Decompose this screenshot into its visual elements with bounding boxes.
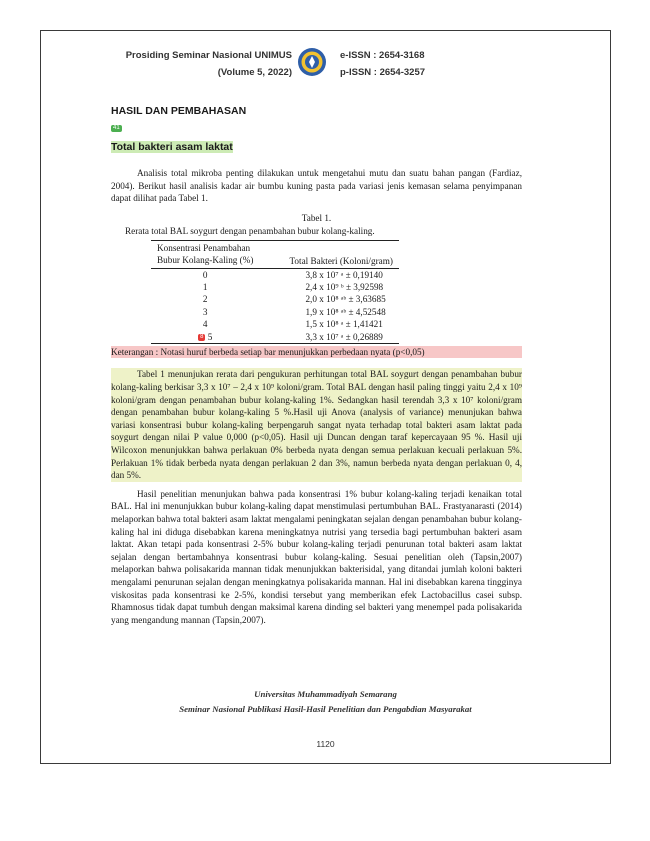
p-issn: p-ISSN : 2654-3257 bbox=[340, 67, 426, 78]
page-footer bbox=[41, 687, 610, 717]
column-header-concentration: Konsentrasi Penambahan bbox=[157, 242, 251, 253]
bal-table bbox=[151, 240, 399, 344]
table-caption: Tabel 1. bbox=[301, 212, 332, 223]
university-name: Universitas Muhammadiyah Semarang bbox=[254, 689, 397, 699]
page-number: 1120 bbox=[316, 739, 335, 749]
proceedings-volume: (Volume 5, 2022) bbox=[217, 67, 292, 78]
seminar-name: Seminar Nasional Publikasi Hasil-Hasil Penelitian dan Pengabdian Masyarakat bbox=[179, 704, 472, 714]
table-row: 4 1,5 x 10⁸ ᵃ ± 1,41421 bbox=[202, 319, 383, 330]
proceedings-title: Prosiding Seminar Nasional UNIMUS bbox=[125, 50, 292, 61]
table-row: 2 2,0 x 10⁸ ᵃᵇ ± 3,63685 bbox=[202, 294, 386, 305]
table-row: 1 2,4 x 10⁹ ᵇ ± 3,92598 bbox=[202, 282, 384, 292]
annotation-tag: 41 bbox=[113, 124, 120, 131]
e-issn: e-ISSN : 2654-3168 bbox=[340, 50, 425, 61]
paragraph-discussion: Hasil penelitian menunjukan bahwa pada konsentrasi 1% bubur kolang-kaling terjadi kenaikan total BAL. Hal ini menunjukkan bubur kolang-kaling dapat menstimulasi pertumbuhan BAL. Frastyanarasti (2014) melaporkan bahwa total bakteri asam laktat mengalami peningkatan sejalan dengan penambahan bubur kolang-kaling hal ini diduga disebabkan karena meningkatnya nutrisi yang tersedia bagi pertumbuhan bakteri asam laktat. Akan tetapi pada konsentrasi 2-5% bubur kolang-kaling terjadi penurunan total bakteri asam laktat sejalan dengan bertambahnya konsentrasi bubur kolang-kaling. Sesuai penelitian oleh (Tapsin,2007) melaporkan bahwa polisakarida mannan tidak menunjukkan bakterisidal, yang ditandai jumlah koloni bakteri mengalami penurunan sejalan dengan meningkatnya polisakarida mannan. Hal ini disebabkan karena tingginya viskositas pada konsentrasi ke 2-5%, kondisi tersebut yang memberikan efek Lactobacillus casei subsp. Rhamnosus tidak dapat tumbuh dengan maksimal karena dinding sel bakteri yang menempel pada polisakarida yang mengandung mannan (Tapsin,2007). bbox=[111, 488, 522, 625]
table-row: 8 5 3,3 x 10⁷ ᵃ ± 0,26889 bbox=[151, 331, 399, 344]
page-header bbox=[41, 43, 610, 89]
section-heading: HASIL DAN PEMBAHASAN bbox=[111, 105, 247, 117]
table-row: 3 1,9 x 10⁸ ᵃᵇ ± 4,52548 bbox=[202, 306, 386, 317]
column-header-total: Total Bakteri (Koloni/gram) bbox=[259, 240, 398, 268]
table-subcaption: Rerata total BAL soygurt dengan penambahan bubur kolang-kaling. bbox=[125, 225, 375, 236]
table-row: 0 3,8 x 10⁷ ᵃ ± 0,19140 bbox=[202, 269, 383, 280]
paragraph-intro: Analisis total mikroba penting dilakukan untuk mengetahui mutu dan suatu bahan pangan (Fardiaz, 2004). Berikut hasil analisis kadar air bumbu kuning pasta pada variasi jenis kemasan selama penyimpanan dapat dilihat pada Tabel 1. bbox=[111, 168, 522, 204]
annotation-tag: 8 bbox=[200, 334, 204, 341]
paragraph-results: Tabel 1 menunjukan rerata dari pengukuran perhitungan total BAL soygurt dengan penambahan bubur kolang-kaling berkisar 3,3 x 10⁷ – 2,4 x 10⁹ koloni/gram. Total BAL dengan hasil paling tinggi yaitu 2,4 x 10⁹ koloni/gram dengan penambahan bubur kolang-kaling 1%. Sedangkan hasil terendah 3,3 x 10⁷ koloni/gram dengan penambahan bubur kolang-kaling 5 %.Hasil uji Anova (analysis of variance) menunjukan bahwa variasi konsentrasi bubur kolang-kaling berpengaruh sangat nyata terhadap total bakteri asam laktat pada soygurt dengan nilai P value 0,000 (p<0,05). Hasil uji Duncan dengan taraf kepercayaan 95 %. Hasil uji Wilcoxon menunjukkan bahwa perlakuan 0% berbeda nyata dengan semua perlakuan kecuali perlakuan 5%. Perlakuan 1% tidak berbeda nyata dengan perlakuan 2 dan 3%, namun berbeda nyata dengan perlakuan 0, 4, dan 5%. bbox=[111, 369, 522, 481]
main-content bbox=[111, 105, 522, 626]
table-header-row: Konsentrasi Penambahan Bubur Kolang-Kaling (%) Total Bakteri (Koloni/gram) bbox=[151, 240, 399, 268]
unimus-logo bbox=[297, 45, 327, 79]
document-page bbox=[40, 30, 611, 764]
table-note: Keterangan : Notasi huruf berbeda setiap bar menunjukkan perbedaan nyata (p<0,05) bbox=[111, 346, 522, 358]
subsection-heading: Total bakteri asam laktat bbox=[111, 141, 233, 153]
